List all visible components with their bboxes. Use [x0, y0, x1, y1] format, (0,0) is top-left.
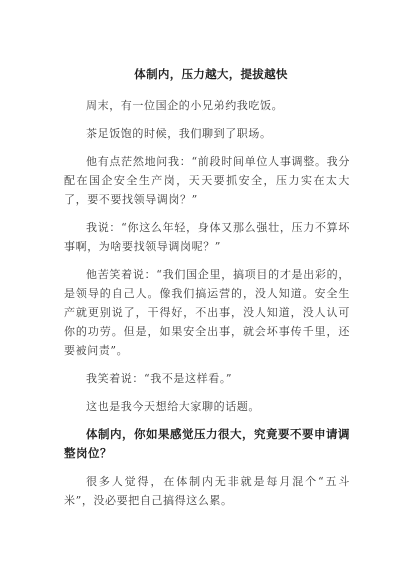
paragraph: 很多人觉得，在体制内无非就是每月混个“五斗米”，没必要把自己搞得这么累。	[64, 475, 350, 507]
paragraph: 他有点茫然地问我：“前段时间单位人事调整。我分配在国企安全生产岗，天天要抓安全，压力实在太大了，要不要找领导调岗？”	[64, 155, 350, 206]
document-title: 体制内，压力越大，提拔越快	[134, 67, 288, 81]
paragraph: 茶足饭饱的时候，我们聊到了职场。	[86, 127, 272, 140]
paragraph: 周末，有一位国企的小兄弟约我吃饭。	[86, 99, 284, 112]
paragraph: 我笑着说：“我不是这样看。”	[86, 372, 233, 385]
paragraph: 我说：“你这么年轻，身体又那么强壮，压力不算坏事啊，为啥要找领导调岗呢？”	[64, 221, 350, 253]
paragraph: 他苦笑着说：“我们国企里，搞项目的才是出彩的，是领导的自己人。像我们搞运营的，没人知道。安全生产就更别说了，干得好，不出事，没人知道，没人认可你的功劳。但是，如果安全出事，就会坏事传千里，还要被问责”。	[64, 268, 350, 357]
paragraph: 这也是我今天想给大家聊的话题。	[86, 400, 260, 413]
section-heading: 体制内，你如果感觉压力很大，究竟要不要申请调整岗位？	[64, 427, 350, 460]
